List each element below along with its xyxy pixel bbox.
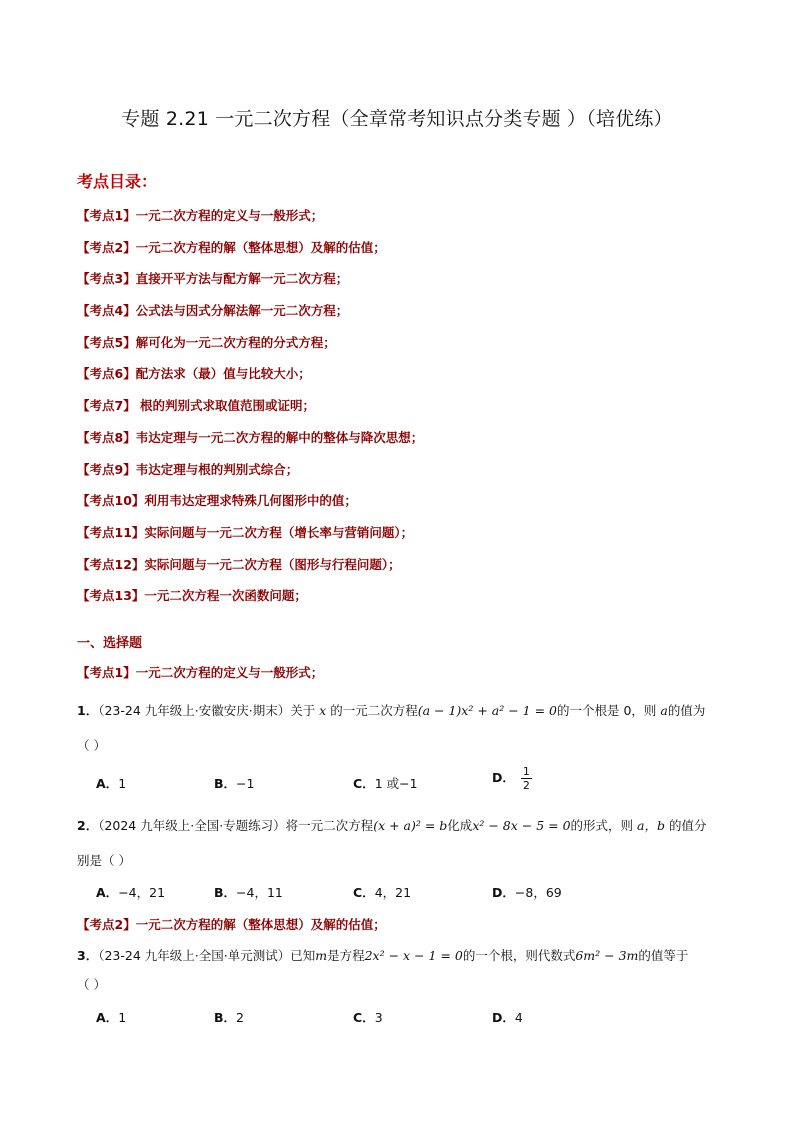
toc-heading: 考点目录： (77, 172, 158, 191)
toc-item: 【考点11】实际问题与一元二次方程（增长率与营销问题）； (77, 524, 414, 540)
toc-item: 【考点1】一元二次方程的定义与一般形式； (77, 208, 324, 223)
page-title: 专题 2.21 一元二次方程（全章常考知识点分类专题 ）（培优练） (121, 108, 673, 130)
option-c: C．1 或−1 (353, 776, 418, 791)
question-2-line-1: 2．（2024 九年级上·全国·专题练习）将一元二次方程(x + a)² = b化成x² − 8x − 5 = 0的形式，则 a，b 的值分 (77, 818, 707, 833)
toc-item: 【考点5】解可化为一元二次方程的分式方程； (77, 334, 336, 350)
equation: 2x² − x − 1 = 0 (364, 948, 463, 963)
question-number: 1． (77, 703, 99, 718)
point-heading-1: 【考点1】一元二次方程的定义与一般形式； (77, 665, 324, 680)
question-3-line-2: （ ） (77, 977, 106, 992)
option-d: D． $\frac{1}{2}$ (492, 765, 530, 792)
equation: (x + a)² = b (373, 818, 448, 833)
section-title: 一、选择题 (77, 636, 143, 651)
option-d: D．4 (492, 1010, 523, 1025)
option-b: B．−4，11 (214, 885, 283, 900)
question-number: 3． (77, 948, 99, 963)
question-2-line-2: 别是（ ） (77, 853, 131, 868)
toc-list (77, 206, 423, 618)
toc-item: 【考点7】 根的判别式求取值范围或证明； (77, 398, 316, 414)
toc-item: 【考点4】公式法与因式分解法解一元二次方程； (77, 303, 349, 319)
option-c: C．4，21 (353, 885, 412, 900)
option-b: B．−1 (214, 776, 255, 791)
toc-item: 【考点9】韦达定理与根的判别式综合； (77, 461, 299, 477)
toc-item: 【考点13】一元二次方程一次函数问题； (77, 588, 307, 604)
equation: (a − 1)x² + a² − 1 = 0 (417, 703, 557, 718)
option-c: C．3 (353, 1010, 383, 1025)
option-d: D．−8，69 (492, 885, 562, 900)
question-3-line-1: 3．（23-24 九年级上·全国·单元测试）已知m是方程2x² − x − 1 = 0的一个根，则代数式6m² − 3m的值等于 (77, 948, 689, 963)
point-heading-2: 【考点2】一元二次方程的解（整体思想）及解的估值； (77, 917, 386, 932)
fraction: $\frac{1}{2}$ (522, 765, 530, 792)
question-1-line-2: （ ） (77, 738, 106, 753)
toc-item: 【考点8】韦达定理与一元二次方程的解中的整体与降次思想； (77, 429, 424, 445)
option-a: A．−4，21 (96, 885, 166, 900)
option-b: B．2 (214, 1010, 244, 1025)
toc-item: 【考点3】直接开平方法与配方解一元二次方程； (77, 271, 349, 287)
option-a: A．1 (96, 1010, 127, 1025)
toc-item: 【考点10】利用韦达定理求特殊几何图形中的值； (77, 493, 357, 509)
toc-item: 【考点2】一元二次方程的解（整体思想）及解的估值； (77, 239, 386, 255)
question-number: 2． (77, 818, 99, 833)
equation: 6m² − 3m (575, 948, 639, 963)
toc-item: 【考点12】实际问题与一元二次方程（图形与行程问题）； (77, 556, 401, 572)
option-a: A．1 (96, 776, 127, 791)
question-1-line-1: 1．（23-24 九年级上·安徽安庆·期末）关于 x 的一元二次方程(a − 1)x² + a² − 1 = 0的一个根是 0，则 a的值为 (77, 703, 706, 718)
equation: x² − 8x − 5 = 0 (472, 818, 571, 833)
toc-item: 【考点6】配方法求（最）值与比较大小； (77, 366, 311, 382)
